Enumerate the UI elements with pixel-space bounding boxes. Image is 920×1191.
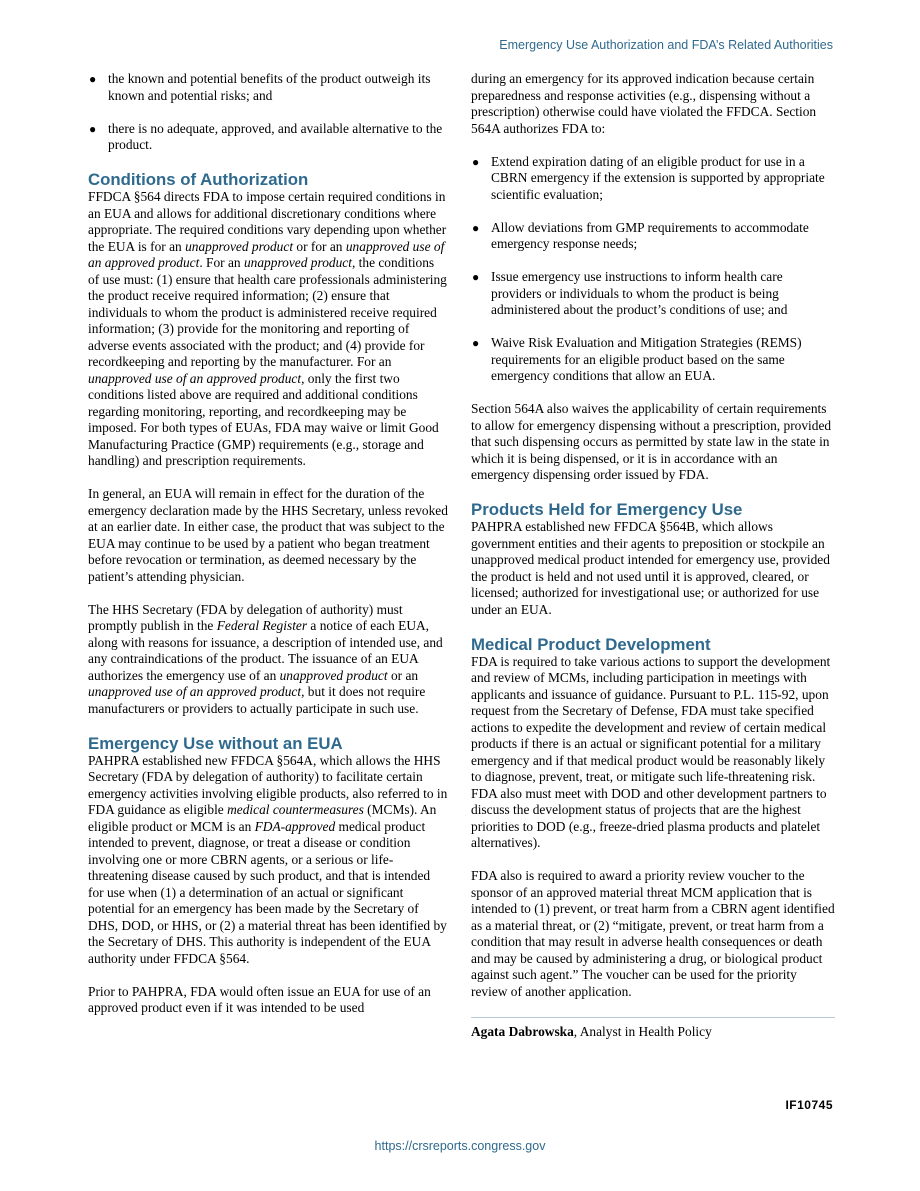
author-name: Agata Dabrowska xyxy=(471,1023,574,1039)
bullet-icon: ● xyxy=(89,121,97,136)
paragraph: PAHPRA established new FFDCA §564B, which allows government entities and their agents to preposition or stockpile an unapproved medical product intended for emergency use, provided the product is held and not used until it is approved, cleared, or licensed; authorized for investigational use; or authorized for use under an EUA. xyxy=(471,519,830,617)
paragraph: FDA also is required to award a priority review voucher to the sponsor of an approved material threat MCM application that is intended to (1) prevent, or treat harm from a CBRN agent identified as a material threat, or (2) “mitigate, prevent, or treat harm from a condition that may result in adverse health consequences or death and may be caused by administering a drug, or biological product against such agent.” The voucher can be used for the priority review of another application. xyxy=(471,868,835,999)
left-column xyxy=(88,71,448,1017)
bullet-icon: ● xyxy=(472,220,480,235)
section-heading-development: Medical Product Development xyxy=(471,634,711,654)
paragraph: Section 564A also waives the applicability of certain requirements to allow for emergency dispensing without a prescription, provided that such dispensing occurs as permitted by state law in the state in which it is being dispensed, or it is in accordance with an emergency dispensing order issued by FDA. xyxy=(471,401,832,482)
running-header: Emergency Use Authorization and FDA’s Related Authorities xyxy=(499,38,833,52)
section-heading-without-eua: Emergency Use without an EUA xyxy=(88,733,343,753)
paragraph: In general, an EUA will remain in effect for the duration of the emergency declaration made by the HHS Secretary, unless revoked at an earlier date. In either case, the product that was subject to the EUA may continue to be used by a patient who began treatment before revocation or termination, as deemed necessary by the patient’s attending physician. xyxy=(88,486,448,584)
list-item: ● Extend expiration dating of an eligible product for use in a CBRN emergency if the extension is supported by appropriate scientific evaluation; xyxy=(472,153,825,202)
footer-link[interactable]: https://crsreports.congress.gov xyxy=(374,1139,546,1153)
divider xyxy=(471,1017,835,1018)
bullet-icon: ● xyxy=(89,72,97,86)
author-line xyxy=(471,1024,835,1041)
paragraph: during an emergency for its approved indication because certain preparedness and response activities (e.g., dispensing without a prescription) otherwise could have violated the FFDCA. Section 564A authorizes FDA to: xyxy=(471,71,817,136)
section-heading-held: Products Held for Emergency Use xyxy=(471,500,743,519)
bullet-icon: ● xyxy=(472,336,480,350)
bullet-icon: ● xyxy=(472,154,480,169)
section-heading-conditions: Conditions of Authorization xyxy=(88,170,309,189)
paragraph: PAHPRA established new FFDCA §564A, which allows the HHS Secretary (FDA by delegation of authority) to facilitate certain emergency activities involving eligible products, also referred to in FDA guidance as eligible medical countermeasures (MCMs). An eligible product or MCM is an FDA-approved medical product intended to prevent, diagnose, or treat a disease or condition involving one or more CBRN agents, or a serious or life-threatening disease caused by such product, and that is intended for use when (1) a determination of an actual or significant potential for an emergency has been made by the Secretary of DHS, DOD, or HHS, or (2) a material threat has been identified by the Secretary of DHS. This authority is independent of the EUA authority under FFDCA §564. xyxy=(88,752,448,966)
author-title: , Analyst in Health Policy xyxy=(573,1023,712,1039)
paragraph: The HHS Secretary (FDA by delegation of authority) must promptly publish in the Federal Register a notice of each EUA, along with reasons for issuance, a description of intended use, and any contraindications of the product. The issuance of an EUA authorizes the emergency use of an unapproved product or an unapproved use of an approved product, but it does not require manufacturers or providers to actually participate in such use. xyxy=(88,601,443,716)
right-column xyxy=(471,71,835,1040)
list-item: ● there is no adequate, approved, and available alternative to the product. xyxy=(89,120,443,152)
list-item: ● Waive Risk Evaluation and Mitigation Strategies (REMS) requirements for an eligible product based on the same emergency conditions that allow an EUA. xyxy=(472,335,802,383)
paragraph: Prior to PAHPRA, FDA would often issue an EUA for use of an approved product even if it was intended to be used xyxy=(88,983,431,1015)
bullet-icon: ● xyxy=(472,270,480,284)
paragraph: FFDCA §564 directs FDA to impose certain required conditions in an EUA and allows for additional discretionary conditions where appropriate. The required conditions vary depending upon whether the EUA is for an unapproved product or for an unapproved use of an approved product. For an unapproved product, the conditions of use must: (1) ensure that health care professionals administering the product receive required information; (2) ensure that individuals to whom the product is administered receive required information; (3) provide for the monitoring and reporting of adverse events associated with the product; and (4) provide for recordkeeping and reporting by the manufacturer. For an unapproved use of an approved product, only the first two conditions listed above are required and additional conditions regarding monitoring, reporting, and recordkeeping may be imposed. For both types of EUAs, FDA may waive or limit Good Manufacturing Practice (GMP) requirements (e.g., storage and handling) and prescription requirements. xyxy=(88,189,447,468)
list-item: ● Issue emergency use instructions to inform health care providers or individuals to whom the product is being administered about the product’s conditions of use; and xyxy=(472,269,788,317)
list-item: ● the known and potential benefits of the product outweigh its known and potential risks; and xyxy=(89,71,431,103)
criteria-bullet-list xyxy=(88,71,448,154)
paragraph: FDA is required to take various actions to support the development and review of MCMs, including participation in meetings with applicants and issuance of guidance. Pursuant to P.L. 115-92, upon request from the Secretary of Defense, FDA must take specified actions to expedite the development and review of certain medical products if there is an actual or significant potential for a military emergency and if that medical product would be reasonably likely to diagnose, prevent, treat, or mitigate such life-threatening risk. FDA also must meet with DOD and other development partners to discuss the development status of projects that are the highest priorities to DOD (e.g., freeze-dried plasma products and platelet alternatives). xyxy=(471,653,831,850)
report-id: IF10745 xyxy=(785,1098,833,1112)
authority-bullet-list xyxy=(471,154,835,385)
list-item: ● Allow deviations from GMP requirements to accommodate emergency response needs; xyxy=(472,219,809,251)
